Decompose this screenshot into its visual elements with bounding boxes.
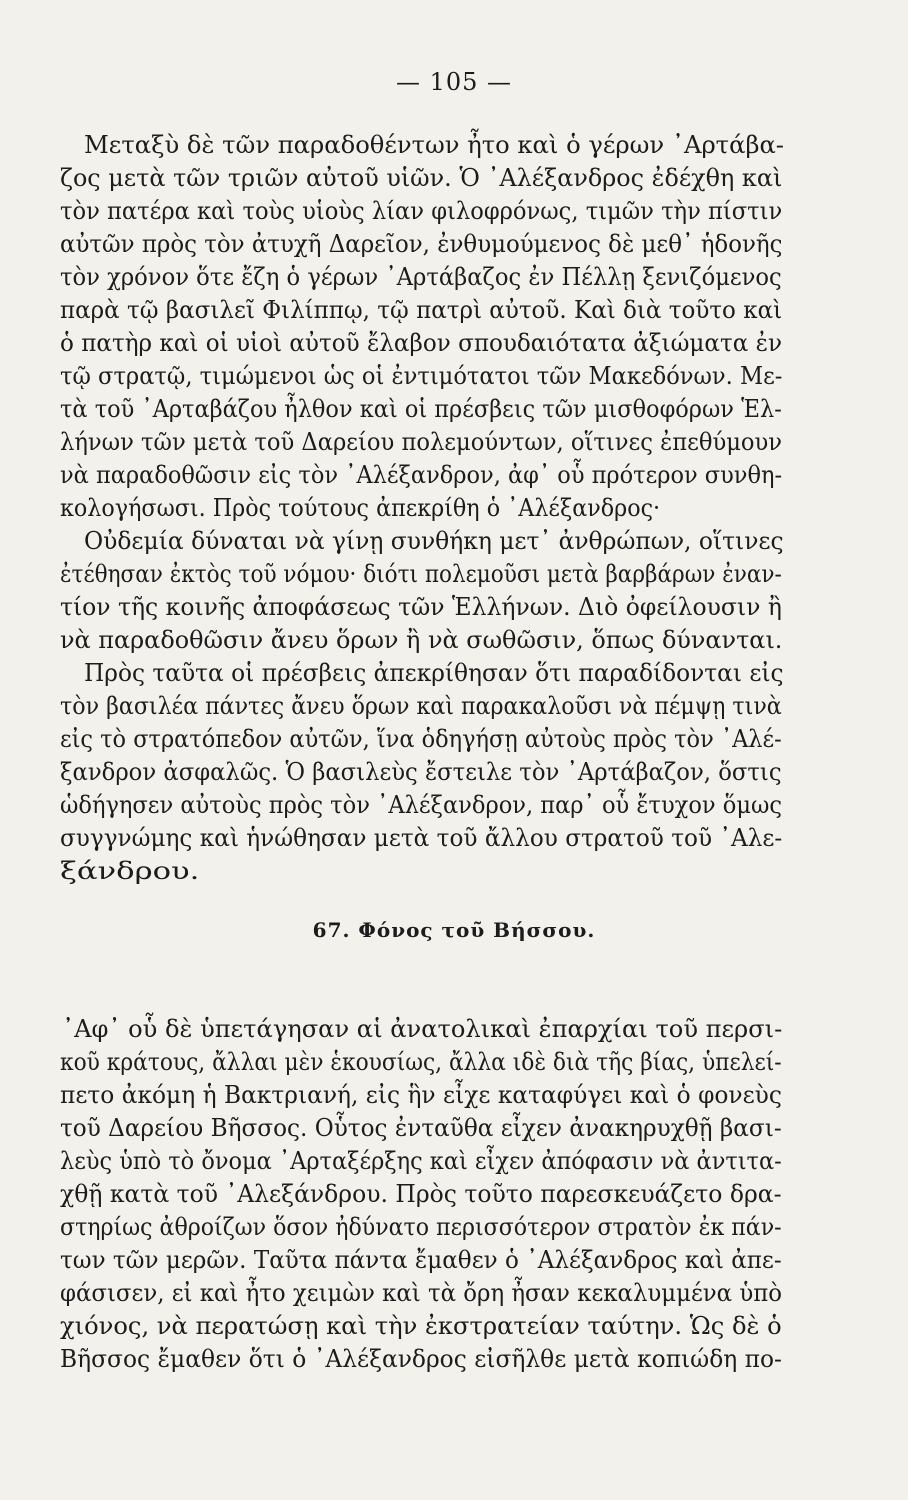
text-line: τοῦ Δαρείου Βῆσσος. Οὗτος ἐνταῦθα εἶχεν ἀνακηρυχθῇ βασι-: [60, 1113, 782, 1142]
text-line: παρὰ τῷ βασιλεῖ Φιλίππῳ, τῷ πατρὶ αὐτοῦ. Καὶ διὰ τοῦτο καὶ: [60, 295, 783, 324]
text-line: συγγνώμης καὶ ἡνώθησαν μετὰ τοῦ ἄλλου στρατοῦ τοῦ ᾿Αλε-: [60, 823, 783, 852]
text-line: ὡδήγησεν αὐτοὺς πρὸς τὸν ᾿Αλέξανδρον, παρ᾿ οὗ ἔτυχον ὅμως: [60, 790, 782, 819]
page-number: — 105 —: [395, 68, 513, 96]
text-line: τὸν χρόνον ὅτε ἔζη ὁ γέρων ᾿Αρτάβαζος ἐν Πέλλῃ ξενιζόμενος: [60, 262, 782, 291]
text-line: νὰ παραδοθῶσιν ἄνευ ὅρων ἢ νὰ σωθῶσιν, ὅπως δύνανται.: [60, 625, 783, 654]
section-heading: 67. Φόνος τοῦ Βήσσου.: [312, 918, 596, 942]
text-line: τὸν βασιλέα πάντες ἄνευ ὅρων καὶ παρακαλοῦσι νὰ πέμψῃ τινὰ: [60, 691, 782, 720]
text-line: κοῦ κράτους, ἄλλαι μὲν ἑκουσίως, ἄλλα ιδὲ διὰ τῆς βίας, ὑπελεί-: [60, 1047, 782, 1076]
text-line: φάσισεν, εἰ καὶ ἦτο χειμὼν καὶ τὰ ὄρη ἦσαν κεκαλυμμένα ὑπὸ: [60, 1278, 782, 1307]
text-line: Βῆσσος ἔμαθεν ὅτι ὁ ᾿Αλέξανδρος εἰσῆλθε μετὰ κοπιώδη πο-: [60, 1344, 782, 1373]
text-line: πετο ἀκόμη ἡ Βακτριανή, εἰς ἣν εἶχε καταφύγει καὶ ὁ φονεὺς: [60, 1080, 782, 1109]
text-line: τὸν πατέρα καὶ τοὺς υἱοὺς λίαν φιλοφρόνως, τιμῶν τὴν πίστιν: [60, 196, 783, 225]
text-line: Οὐδεμία δύναται νὰ γίνῃ συνθήκη μετ᾿ ἀνθρώπων, οἵτινες: [84, 526, 784, 555]
text-line: τίον τῆς κοινῆς ἀποφάσεως τῶν Ἑλλήνων. Διὸ ὀφείλουσιν ἢ: [60, 592, 782, 621]
text-line: νὰ παραδοθῶσιν εἰς τὸν ᾿Αλέξανδρον, ἀφ᾿ οὗ πρότερον συνθη-: [60, 460, 783, 489]
text-line: στηρίως ἀθροίζων ὅσον ἠδύνατο περισσότερον στρατὸν ἐκ πάν-: [60, 1212, 782, 1241]
text-line: ζος μετὰ τῶν τριῶν αὐτοῦ υἱῶν. Ὁ ᾿Αλέξανδρος ἐδέχθη καὶ: [60, 163, 783, 192]
text-line: ξανδρον ἀσφαλῶς. Ὁ βασιλεὺς ἔστειλε τὸν ᾿Αρτάβαζον, ὅστις: [60, 757, 782, 786]
text-line: χθῇ κατὰ τοῦ ᾿Αλεξάνδρου. Πρὸς τοῦτο παρεσκευάζετο δρα-: [60, 1179, 782, 1208]
text-line: κολογήσωσι. Πρὸς τούτους ἀπεκρίθη ὁ ᾿Αλέξανδρος·: [60, 493, 661, 522]
text-line: ξάνδρου.: [60, 856, 200, 885]
text-line: ὁ πατὴρ καὶ οἱ υἱοὶ αὐτοῦ ἔλαβον σπουδαιότατα ἀξιώματα ἐν: [60, 328, 783, 357]
text-line: αὐτῶν πρὸς τὸν ἀτυχῆ Δαρεῖον, ἐνθυμούμενος δὲ μεθ᾿ ἡδονῆς: [60, 229, 783, 258]
text-line: ἐτέθησαν ἐκτὸς τοῦ νόμου· διότι πολεμοῦσι μετὰ βαρβάρων ἐναν-: [60, 559, 782, 588]
text-line: τὰ τοῦ ᾿Αρταβάζου ἦλθον καὶ οἱ πρέσβεις τῶν μισθοφόρων Ἑλ-: [60, 394, 782, 423]
text-line: Πρὸς ταῦτα οἱ πρέσβεις ἀπεκρίθησαν ὅτι παραδίδονται εἰς: [84, 658, 784, 687]
text-line: εἰς τὸ στρατόπεδον αὐτῶν, ἵνα ὁδηγήσῃ αὐτοὺς πρὸς τὸν ᾿Αλέ-: [60, 724, 782, 753]
text-line: χιόνος, νὰ περατώσῃ καὶ τὴν ἐκστρατείαν ταύτην. Ὡς δὲ ὁ: [60, 1311, 782, 1340]
text-line: Μεταξὺ δὲ τῶν παραδοθέντων ἦτο καὶ ὁ γέρων ᾿Αρτάβα-: [84, 130, 784, 159]
text-line: ᾿Αφ᾿ οὗ δὲ ὑπετάγησαν αἱ ἀνατολικαὶ ἐπαρχίαι τοῦ περσι-: [62, 1014, 783, 1043]
text-line: λεὺς ὑπὸ τὸ ὄνομα ᾿Αρταξέρξης καὶ εἶχεν ἀπόφασιν νὰ ἀντιτα-: [60, 1146, 782, 1175]
text-line: τῷ στρατῷ, τιμώμενοι ὡς οἱ ἐντιμότατοι τῶν Μακεδόνων. Με-: [60, 361, 783, 390]
text-line: λήνων τῶν μετὰ τοῦ Δαρείου πολεμούντων, οἵτινες ἐπεθύμουν: [60, 427, 783, 456]
text-line: των τῶν μερῶν. Ταῦτα πάντα ἔμαθεν ὁ ᾿Αλέξανδρος καὶ ἀπε-: [60, 1245, 782, 1274]
